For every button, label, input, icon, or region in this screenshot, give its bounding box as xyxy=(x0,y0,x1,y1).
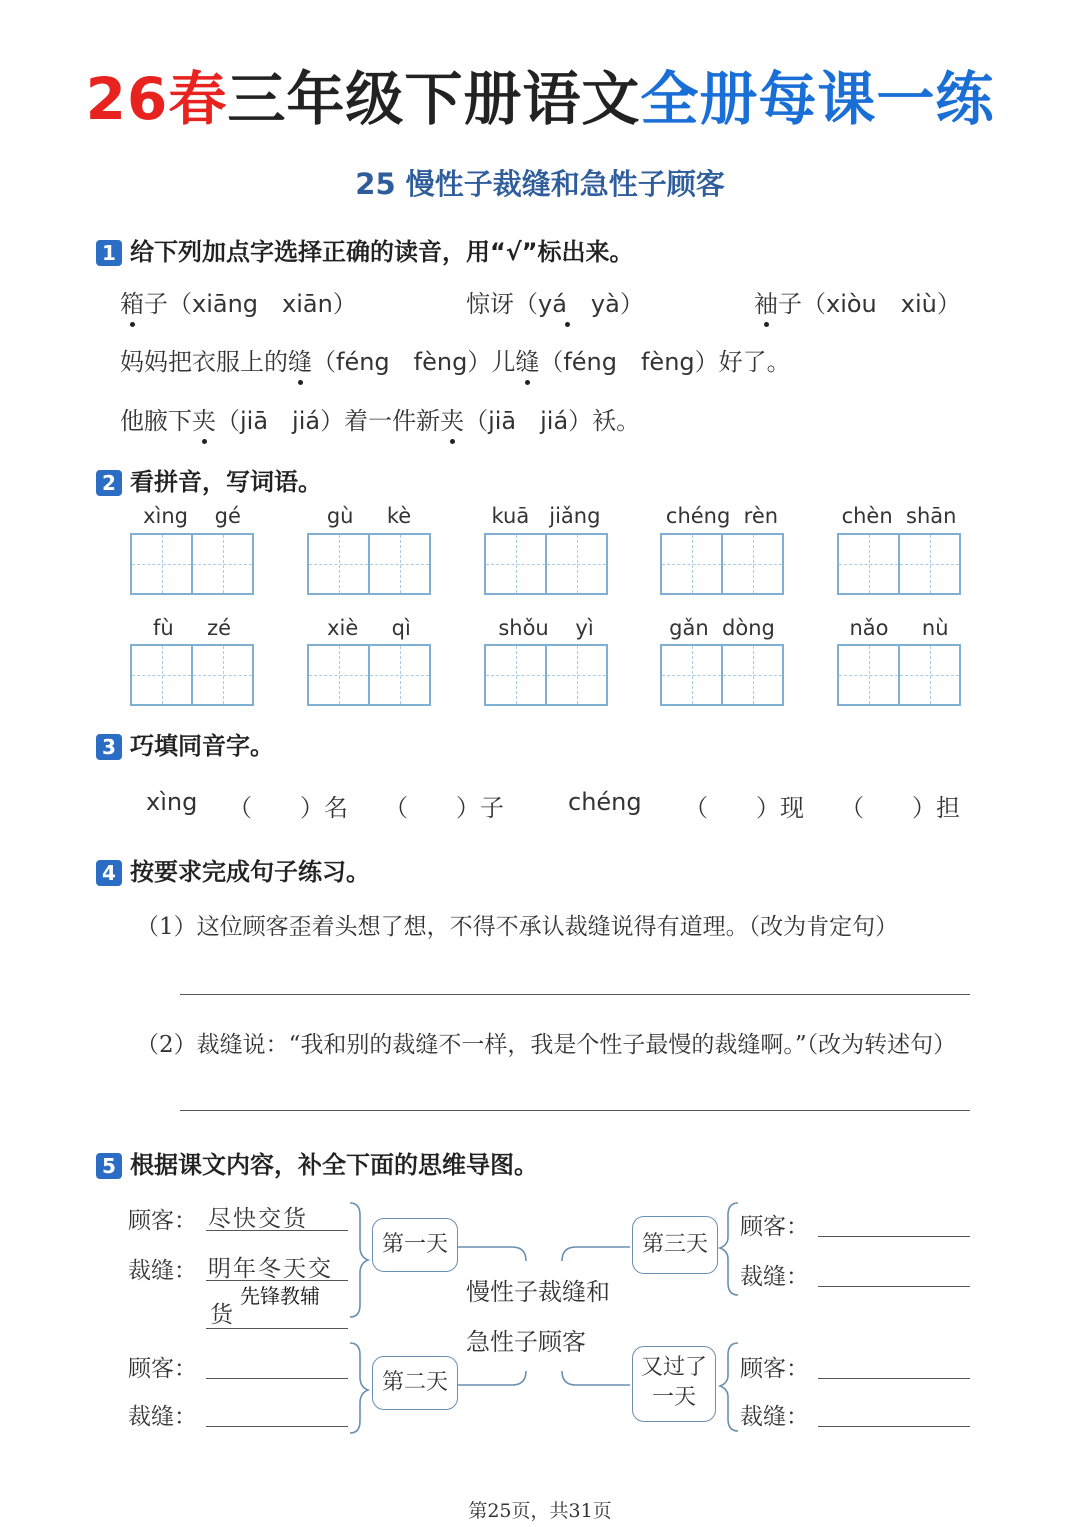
label-tailor: 裁缝： xyxy=(740,1404,809,1430)
question-3-heading xyxy=(96,726,274,761)
dotted-char: 夹 xyxy=(192,407,216,435)
q3-blank-1[interactable]: （ ）名 xyxy=(228,794,348,822)
pinyin-label: xìng gé xyxy=(143,504,241,528)
day-one-box xyxy=(372,1218,458,1272)
another-day-label-line2: 一天 xyxy=(651,1385,696,1410)
banner-grade: 三年级下册语文 xyxy=(227,65,641,133)
writing-grid[interactable] xyxy=(484,533,608,595)
mind-map-center-line1: 慢性子裁缝和 xyxy=(466,1278,610,1306)
question-5-title: 根据课文内容，补全下面的思维导图。 xyxy=(130,1151,538,1179)
pinyin-label: fù zé xyxy=(152,616,232,640)
question-number-badge: 3 xyxy=(96,734,122,760)
banner-term: 26春 xyxy=(85,65,228,133)
question-number-badge: 1 xyxy=(96,240,122,266)
day-one-label: 第一天 xyxy=(381,1232,448,1257)
dotted-char: 缝 xyxy=(515,348,540,376)
writing-grid[interactable] xyxy=(660,533,784,595)
question-5-heading xyxy=(96,1145,538,1180)
q3-blank-3[interactable]: （ ）现 xyxy=(684,794,804,822)
day-two-box xyxy=(372,1356,458,1410)
watermark-text: 先锋教辅 xyxy=(240,1284,320,1308)
page-footer: 第25页，共31页 xyxy=(468,1500,612,1522)
reading-options: 子（xiòu xiù） xyxy=(778,290,961,318)
pinyin-label: nǎo nù xyxy=(849,616,949,640)
writing-grid[interactable] xyxy=(307,644,431,706)
day-three-label: 第三天 xyxy=(641,1232,708,1257)
q1-sentence-2: 他腋下夹（jiā jiá）着一件新夹（jiā jiá）袄。 xyxy=(120,407,641,435)
pinyin-label: chéng rèn xyxy=(665,504,779,528)
q3-blank-2[interactable]: （ ）子 xyxy=(384,794,504,822)
pinyin-label: shǒu yì xyxy=(498,616,594,640)
page-banner xyxy=(0,52,1080,136)
label-customer: 顾客： xyxy=(128,1356,197,1382)
day-three-box xyxy=(632,1216,718,1274)
q1-sentence-1: 妈妈把衣服上的缝（féng fèng）儿缝（féng fèng）好了。 xyxy=(120,348,791,376)
answer-line[interactable] xyxy=(818,1286,970,1287)
writing-grid[interactable] xyxy=(484,644,608,706)
label-tailor: 裁缝： xyxy=(128,1404,197,1430)
handwritten-answer: 货 xyxy=(210,1302,233,1328)
answer-line[interactable] xyxy=(180,994,970,995)
q1-item-1 xyxy=(120,284,357,319)
answer-line[interactable] xyxy=(206,1230,348,1231)
day-two-label: 第二天 xyxy=(381,1370,448,1395)
question-1-heading xyxy=(96,232,634,267)
writing-grid[interactable] xyxy=(130,644,254,706)
reading-options: 讶（yá yà） xyxy=(490,290,644,318)
question-number-badge: 2 xyxy=(96,470,122,496)
answer-line[interactable] xyxy=(206,1426,348,1427)
label-customer: 顾客： xyxy=(740,1214,809,1240)
question-2-heading xyxy=(96,462,322,497)
pinyin-label: kuā jiǎng xyxy=(491,504,601,528)
q3-pinyin-xing: xìng xyxy=(146,788,198,816)
question-4-title: 按要求完成句子练习。 xyxy=(130,858,370,886)
label-customer: 顾客： xyxy=(740,1356,809,1382)
q4-sentence-2: （2）裁缝说：“我和别的裁缝不一样，我是个性子最慢的裁缝啊。”（改为转述句） xyxy=(136,1032,957,1058)
question-2-title: 看拼音，写词语。 xyxy=(130,468,322,496)
dotted-char: 袖 xyxy=(754,290,778,318)
q4-sentence-1: （1）这位顾客歪着头想了想，不得不承认裁缝说得有道理。（改为肯定句） xyxy=(136,914,899,940)
handwritten-answer: 尽快交货 xyxy=(208,1206,308,1232)
dotted-char: 箱 xyxy=(120,290,144,318)
question-1-title: 给下列加点字选择正确的读音，用“√”标出来。 xyxy=(130,238,634,266)
answer-line[interactable] xyxy=(180,1110,970,1111)
pinyin-label: xiè qì xyxy=(327,616,411,640)
writing-grid[interactable] xyxy=(837,533,961,595)
pinyin-label: gù kè xyxy=(326,504,412,528)
another-day-box xyxy=(632,1346,716,1422)
label-customer: 顾客： xyxy=(128,1208,197,1234)
answer-line[interactable] xyxy=(206,1378,348,1379)
pinyin-label: chèn shān xyxy=(841,504,957,528)
q1-item-3 xyxy=(754,284,961,319)
pinyin-label: gǎn dòng xyxy=(669,616,775,640)
answer-line[interactable] xyxy=(818,1426,970,1427)
writing-grid[interactable] xyxy=(307,533,431,595)
answer-line[interactable] xyxy=(206,1328,348,1329)
plain-char: 惊 xyxy=(466,290,490,318)
question-number-badge: 4 xyxy=(96,860,122,886)
label-tailor: 裁缝： xyxy=(128,1258,197,1284)
label-tailor: 裁缝： xyxy=(740,1264,809,1290)
q3-pinyin-cheng: chéng xyxy=(568,788,642,816)
mind-map-center-line2: 急性子顾客 xyxy=(466,1328,586,1356)
another-day-label-line1: 又过了 xyxy=(640,1355,707,1380)
writing-grid[interactable] xyxy=(130,533,254,595)
handwritten-answer: 明年冬天交 xyxy=(208,1256,333,1282)
lesson-title: 25 慢性子裁缝和急性子顾客 xyxy=(355,167,725,201)
question-4-heading xyxy=(96,852,370,887)
reading-options: 子（xiāng xiān） xyxy=(144,290,357,318)
q3-blank-4[interactable]: （ ）担 xyxy=(840,794,960,822)
dotted-char: 缝 xyxy=(288,348,312,376)
q1-item-2 xyxy=(466,284,644,319)
writing-grid[interactable] xyxy=(837,644,961,706)
question-number-badge: 5 xyxy=(96,1153,122,1179)
writing-grid[interactable] xyxy=(660,644,784,706)
answer-line[interactable] xyxy=(818,1236,970,1237)
question-3-title: 巧填同音字。 xyxy=(130,732,274,760)
banner-series: 全册每课一练 xyxy=(640,65,995,133)
dotted-char: 夹 xyxy=(440,407,465,435)
answer-line[interactable] xyxy=(818,1378,970,1379)
